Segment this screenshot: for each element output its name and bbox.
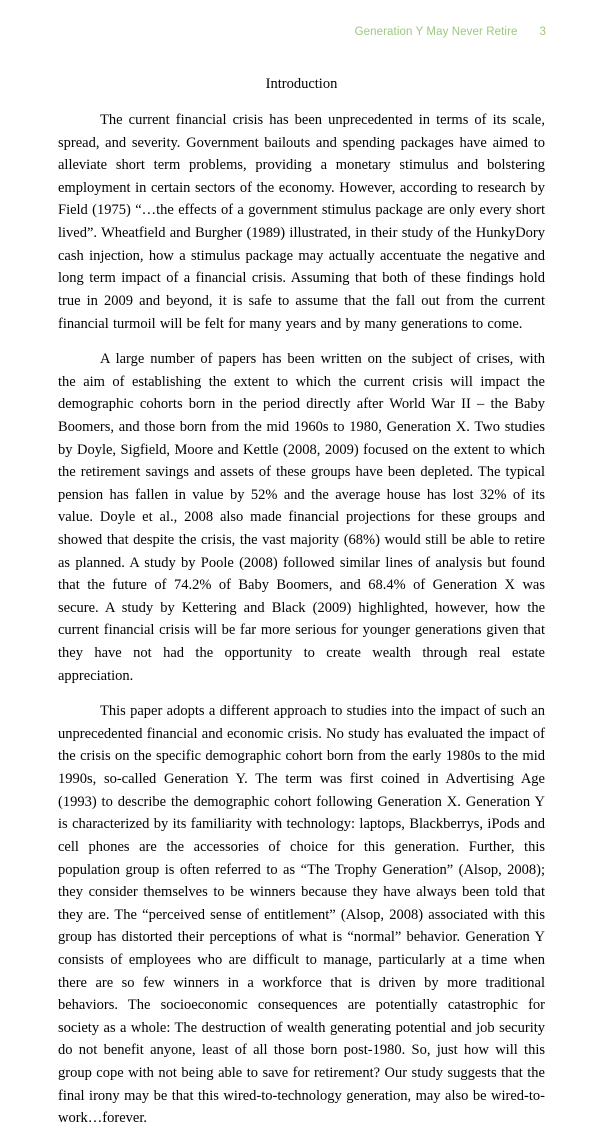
- document-body: [58, 74, 545, 1130]
- page-number: 3: [539, 26, 546, 38]
- body-paragraph: This paper adopts a different approach to studies into the impact of such an unprecedented financial and economic crisis. No study has evaluated the impact of the crisis on the specific demographic cohort born from the early 1980s to the mid 1990s, so-called Generation Y. The term was first coined in Advertising Age (1993) to describe the demographic cohort following Generation X. Generation Y is characterized by its familiarity with technology: laptops, Blackberrys, iPods and cell phones are the accessories of choice for this generation. Further, this population group is often referred to as “The Trophy Generation” (Alsop, 2008); they consider themselves to be winners because they have always been told that they are. The “perceived sense of entitlement” (Alsop, 2008) associated with this group has distorted their perceptions of what is “normal” behavior. Generation Y consists of employees who are difficult to manage, particularly at a time when there are so few winners in a workforce that is driven by more traditional behaviors. The socioeconomic consequences are potentially catastrophic for society as a whole: The destruction of wealth generating potential and job security do not benefit anyone, least of all those born post-1980. So, just how will this group cope with not being able to save for retirement? Our study suggests that the final irony may be that this wired-to-technology generation, may also be wired-to-work…forever.: [58, 703, 545, 1127]
- running-header: [56, 26, 546, 38]
- body-paragraph: A large number of papers has been written on the subject of crises, with the aim of establishing the extent to which the current crisis will impact the demographic cohorts born in the period directly after World War II – the Baby Boomers, and those born from the mid 1960s to 1980, Generation X. Two studies by Doyle, Sigfield, Moore and Kettle (2008, 2009) focused on the extent to which the retirement savings and assets of these groups have been depleted. The typical pension has fallen in value by 52% and the average house has lost 32% of its value. Doyle et al., 2008 also made financial projections for these groups and showed that despite the crisis, the vast majority (68%) would still be able to retire as planned. A study by Poole (2008) followed similar lines of analysis but found that the future of 74.2% of Baby Boomers, and 68.4% of Generation X was secure. A study by Kettering and Black (2009) highlighted, however, how the current financial crisis will be far more serious for younger generations given that they have not had the opportunity to create wealth through real estate appreciation.: [58, 351, 545, 684]
- section-heading-introduction: Introduction: [265, 76, 338, 92]
- running-header-title: Generation Y May Never Retire: [354, 26, 518, 38]
- body-paragraph: The current financial crisis has been unprecedented in terms of its scale, spread, and severity. Government bailouts and spending packages have aimed to alleviate short term problems, providing a monetary stimulus and bolstering employment in certain sectors of the economy. However, according to research by Field (1975) “…the effects of a government stimulus package are only every short lived”. Wheatfield and Burgher (1989) illustrated, in their study of the HunkyDory cash injection, how a stimulus package may actually accentuate the negative and long term impact of a financial crisis. Assuming that both of these findings hold true in 2009 and beyond, it is safe to assume that the fall out from the current financial turmoil will be felt for many years and by many generations to come.: [58, 112, 545, 332]
